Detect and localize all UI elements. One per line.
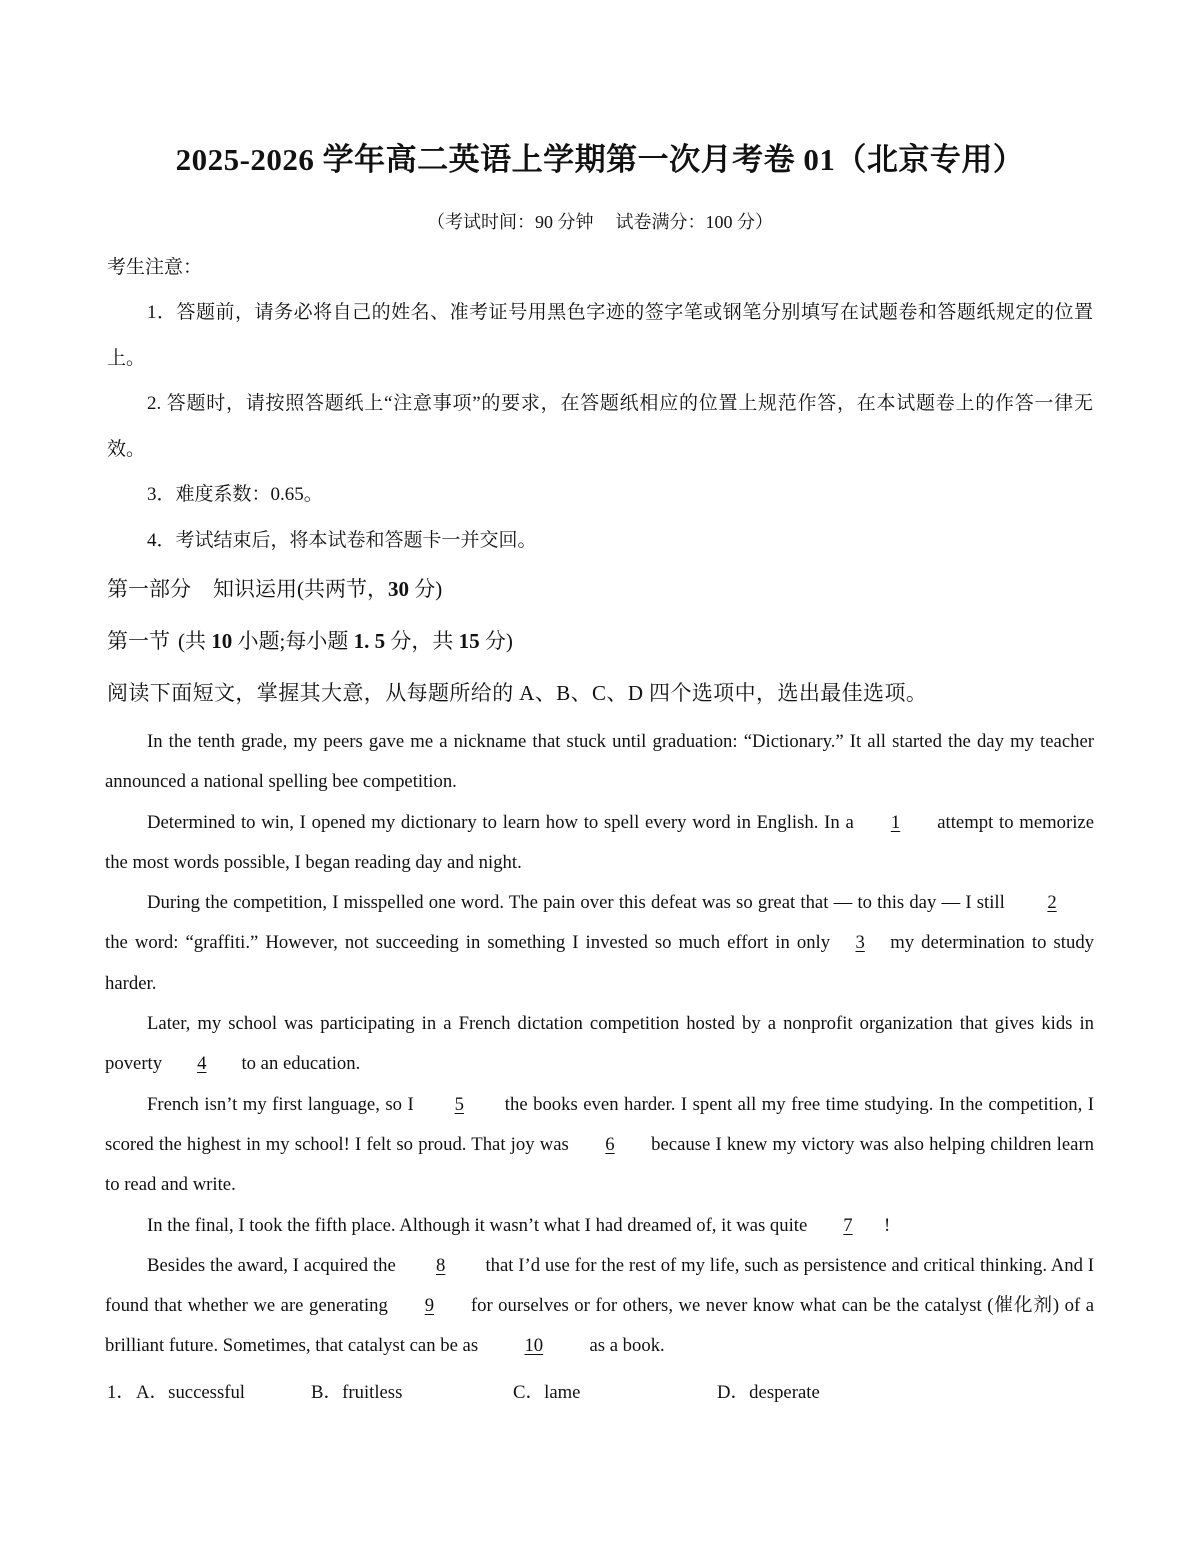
section-text-a: (共: [178, 629, 212, 653]
part-one-heading: [107, 575, 442, 603]
blank-4: 4: [197, 1053, 207, 1075]
passage-text: Determined to win, I opened my dictionary to learn how to spell every word in English. In a: [147, 811, 854, 833]
passage-text: Besides the award, I acquired the: [147, 1254, 396, 1276]
option-b[interactable]: B．fruitless: [311, 1382, 403, 1403]
section-label: 第一节: [107, 629, 170, 653]
blank-1: 1: [890, 811, 901, 833]
passage-paragraph-4: [105, 1004, 1094, 1085]
blank-9: 9: [424, 1295, 435, 1317]
part-title-score: 30: [388, 577, 409, 601]
passage-text: French isn’t my first language, so I: [147, 1093, 414, 1115]
section-one-heading: [107, 627, 513, 655]
notice-item-3: 3．难度系数：0.65。: [147, 484, 323, 505]
passage-text: During the competition, I misspelled one word. The pain over this defeat was so great that — to this day — I still: [147, 892, 1005, 914]
passage-text: to an education.: [241, 1053, 361, 1075]
notice-item-1: 1．答题前，请务必将自己的姓名、准考证号用黑色字迹的签字笔或钢笔分别填写在试题卷和答题纸规定的位置上。: [107, 302, 1093, 369]
exam-time: （考试时间：90 分钟: [427, 212, 594, 232]
blank-3: 3: [855, 932, 865, 954]
passage-paragraph-5: [105, 1085, 1094, 1206]
blank-7: 7: [843, 1214, 853, 1236]
blank-8: 8: [435, 1254, 446, 1276]
section-count: 10: [211, 629, 233, 653]
exam-full-score: 试卷满分：100 分）: [615, 212, 773, 232]
notice-heading: 考生注意：: [107, 257, 203, 278]
passage-text: my determination to study harder.: [105, 932, 1095, 994]
blank-6: 6: [605, 1133, 615, 1155]
cloze-passage: [105, 722, 1094, 1367]
question-1-number: 1．: [107, 1382, 136, 1403]
part-title-c: 分): [409, 577, 443, 601]
option-d[interactable]: D．desperate: [717, 1382, 820, 1403]
passage-text: for ourselves or for others, we never know what can be the catalyst (催化剂) of a brilliant future. Sometimes, that catalyst can be as: [105, 1295, 1094, 1357]
passage-text: In the final, I took the fifth place. Although it wasn’t what I had dreamed of, it was quite: [147, 1214, 808, 1236]
passage-paragraph-6: [105, 1206, 1094, 1246]
passage-text: because I knew my victory was also helping children learn to read and write.: [105, 1133, 1095, 1196]
reading-instruction: 阅读下面短文，掌握其大意，从每题所给的 A、B、C、D 四个选项中，选出最佳选项。: [107, 681, 928, 705]
passage-paragraph-2: [105, 803, 1094, 884]
part-title-a: 知识运用(共两节，: [213, 577, 388, 601]
passage-text: attempt to memorize the most words possible, I began reading day and night.: [105, 811, 1095, 873]
option-a[interactable]: A．successful: [136, 1382, 245, 1403]
passage-text: that I’d use for the rest of my life, such as persistence and critical thinking. And I found that whether we are generating: [105, 1254, 1095, 1317]
passage-text: the books even harder. I spent all my free time studying. In the competition, I scored the highest in my school! I felt so proud. That joy was: [105, 1093, 1095, 1155]
section-total: 15: [458, 629, 480, 653]
blank-5: 5: [454, 1093, 464, 1115]
section-text-g: 分): [479, 629, 513, 653]
passage-paragraph-7: [105, 1246, 1094, 1367]
option-c[interactable]: C．lame: [513, 1382, 581, 1403]
exam-title: 2025-2026 学年高二英语上学期第一次月考卷 01（北京专用）: [175, 142, 1025, 177]
exam-subtitle: [0, 209, 1200, 235]
passage-text: as a book.: [589, 1335, 665, 1357]
part-label: 第一部分: [107, 577, 191, 601]
passage-paragraph-1: [105, 722, 1094, 803]
section-text-e: 分，共: [385, 629, 459, 653]
section-point: 1. 5: [353, 629, 386, 653]
passage-paragraph-3: [105, 883, 1094, 1004]
blank-10: 10: [524, 1335, 544, 1357]
passage-text: In the tenth grade, my peers gave me a nickname that stuck until graduation: “Dictionary.” It all started the day my teacher announced a national spelling bee competition.: [105, 731, 1094, 793]
notice-item-4: 4．考试结束后，将本试卷和答题卡一并交回。: [147, 530, 537, 551]
passage-text: !: [883, 1214, 891, 1236]
passage-text: Later, my school was participating in a French dictation competition hosted by a nonprofit organization that gives kids in poverty: [105, 1013, 1094, 1075]
blank-2: 2: [1047, 892, 1057, 914]
passage-text: the word: “graffiti.” However, not succeeding in something I invested so much effort in only: [105, 932, 831, 954]
section-text-c: 小题;每小题: [232, 629, 354, 653]
notice-item-2: 2. 答题时，请按照答题纸上“注意事项”的要求，在答题纸相应的位置上规范作答，在本试题卷上的作答一律无效。: [107, 393, 1093, 460]
